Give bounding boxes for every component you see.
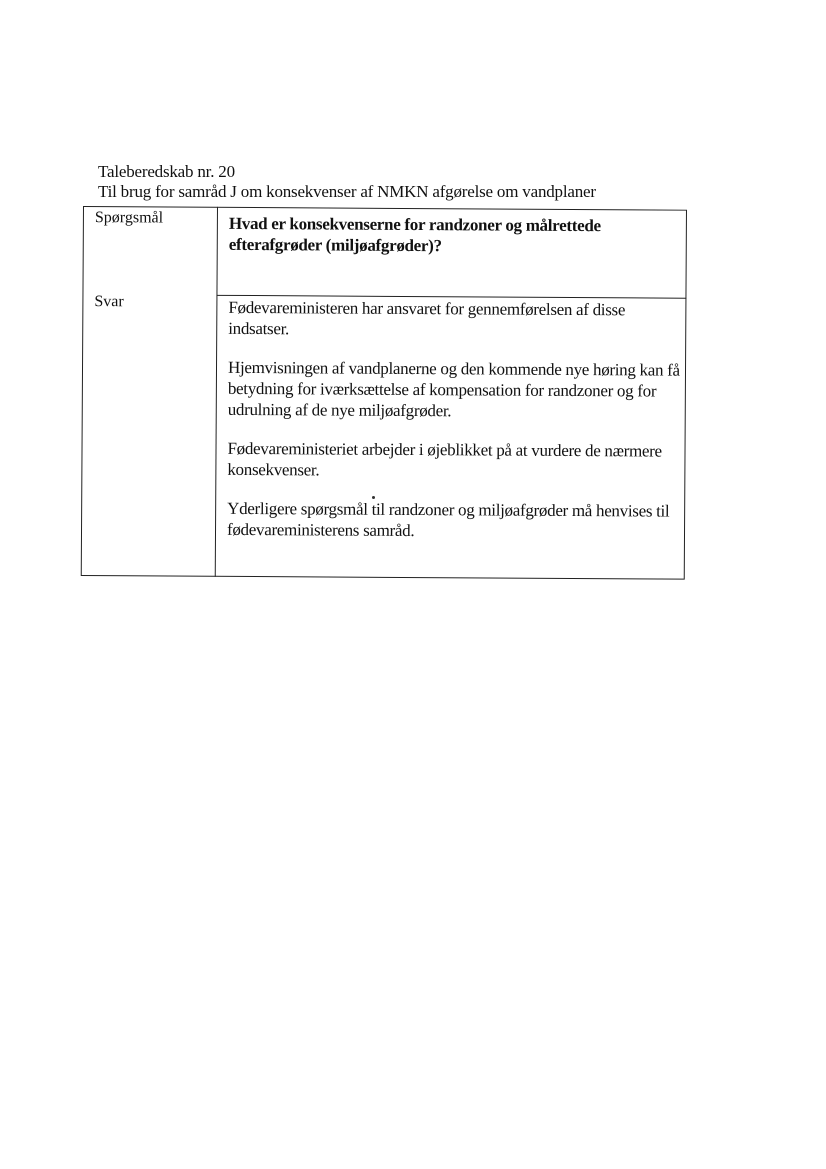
scan-speck: [372, 496, 375, 499]
answer-paragraph: Fødevareministeriet arbejder i øjeblikket på at vurdere de nærmere konsekvenser.: [227, 438, 662, 480]
document-header: [98, 162, 698, 202]
question-text: Hvad er konsekvenserne for randzoner og målrettede efterafgrøder (miljøafgrøder)?: [228, 213, 601, 256]
question-label: Spørgsmål: [94, 209, 164, 227]
qa-table: [81, 206, 687, 584]
answer-label: Svar: [94, 293, 124, 311]
document-subtitle: Til brug for samråd J om konsekvenser af NMKN afgørelse om vandplaner: [98, 182, 596, 201]
answer-paragraph: Yderligere spørgsmål til randzoner og miljøafgrøder må henvises til fødevareministerens samråd.: [226, 498, 670, 541]
answer-paragraph: Hjemvisningen af vandplanerne og den kommende nye høring kan få betydning for iværksættelse af kompensation for randzoner og for udrulning af de nye miljøafgrøder.: [227, 357, 680, 421]
document-title: Taleberedskab nr. 20: [98, 162, 235, 181]
answer-paragraph: Fødevareministeren har ansvaret for gennemførelsen af disse indsatser.: [228, 297, 626, 339]
answer-text: [227, 297, 684, 561]
